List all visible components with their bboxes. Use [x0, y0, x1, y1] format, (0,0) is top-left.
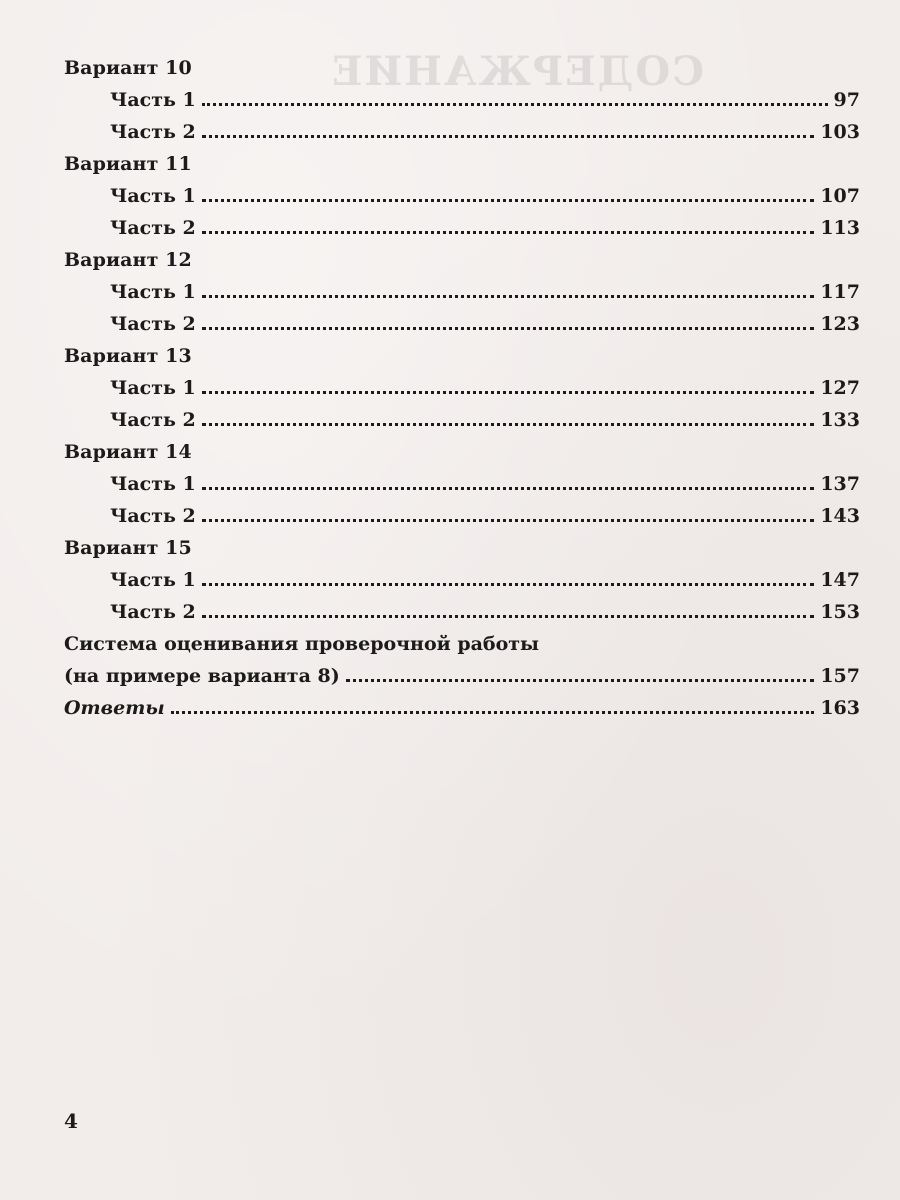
part-label: Часть 2: [110, 505, 196, 527]
table-of-contents: [64, 52, 860, 724]
dot-leader: [202, 390, 815, 394]
dot-leader: [202, 614, 815, 618]
dot-leader: [202, 198, 815, 202]
page-reference: 143: [820, 505, 860, 527]
variant-heading: Вариант 10: [64, 57, 192, 79]
variant-heading: Вариант 14: [64, 441, 192, 463]
variant-15-section: [64, 532, 860, 628]
page-reference: 153: [820, 601, 860, 623]
part-label: Часть 1: [110, 185, 196, 207]
dot-leader: [202, 134, 815, 138]
toc-entry: [64, 692, 860, 724]
variant-10-section: [64, 52, 860, 148]
page-reference: 157: [820, 665, 860, 687]
bleed-through-title: СОДЕРЖАНИЕ: [330, 48, 704, 95]
page-reference: 163: [820, 697, 860, 719]
page-reference: 137: [820, 473, 860, 495]
dot-leader: [202, 294, 815, 298]
page-reference: 113: [820, 217, 860, 239]
assessment-subtitle: (на примере варианта 8): [64, 665, 340, 687]
dot-leader: [202, 518, 815, 522]
variant-13-section: [64, 340, 860, 436]
dot-leader: [202, 422, 815, 426]
dot-leader: [202, 102, 828, 106]
dot-leader: [171, 710, 815, 714]
toc-entry: [64, 404, 860, 436]
part-label: Часть 1: [110, 569, 196, 591]
toc-entry: [64, 276, 860, 308]
page-reference: 103: [820, 121, 860, 143]
page-reference: 127: [820, 377, 860, 399]
dot-leader: [202, 486, 815, 490]
toc-entry: [64, 660, 860, 692]
variant-12-section: [64, 244, 860, 340]
variant-heading: Вариант 12: [64, 249, 192, 271]
assessment-section: [64, 628, 860, 692]
part-label: Часть 1: [110, 89, 196, 111]
page-reference: 123: [820, 313, 860, 335]
page-reference: 97: [833, 89, 860, 111]
toc-entry: [64, 372, 860, 404]
part-label: Часть 2: [110, 121, 196, 143]
answers-section: [64, 692, 860, 724]
toc-entry: [64, 468, 860, 500]
variant-heading: Вариант 15: [64, 537, 192, 559]
page-reference: 147: [820, 569, 860, 591]
dot-leader: [202, 582, 815, 586]
dot-leader: [202, 326, 815, 330]
toc-entry: [64, 500, 860, 532]
variant-heading: Вариант 13: [64, 345, 192, 367]
page-reference: 133: [820, 409, 860, 431]
page-reference: 117: [820, 281, 860, 303]
toc-entry: [64, 564, 860, 596]
variant-14-section: [64, 436, 860, 532]
toc-entry: [64, 308, 860, 340]
part-label: Часть 1: [110, 473, 196, 495]
toc-entry: [64, 212, 860, 244]
toc-entry: [64, 596, 860, 628]
variant-heading: Вариант 11: [64, 153, 192, 175]
dot-leader: [346, 678, 815, 682]
part-label: Часть 2: [110, 601, 196, 623]
toc-entry: [64, 84, 860, 116]
part-label: Часть 2: [110, 409, 196, 431]
dot-leader: [202, 230, 815, 234]
part-label: Часть 1: [110, 281, 196, 303]
part-label: Часть 2: [110, 217, 196, 239]
toc-entry: [64, 180, 860, 212]
assessment-title: Система оценивания проверочной работы: [64, 633, 540, 655]
answers-label: Ответы: [64, 697, 165, 719]
part-label: Часть 1: [110, 377, 196, 399]
page-reference: 107: [820, 185, 860, 207]
page-number: 4: [64, 1109, 78, 1133]
part-label: Часть 2: [110, 313, 196, 335]
toc-entry: [64, 116, 860, 148]
variant-11-section: [64, 148, 860, 244]
